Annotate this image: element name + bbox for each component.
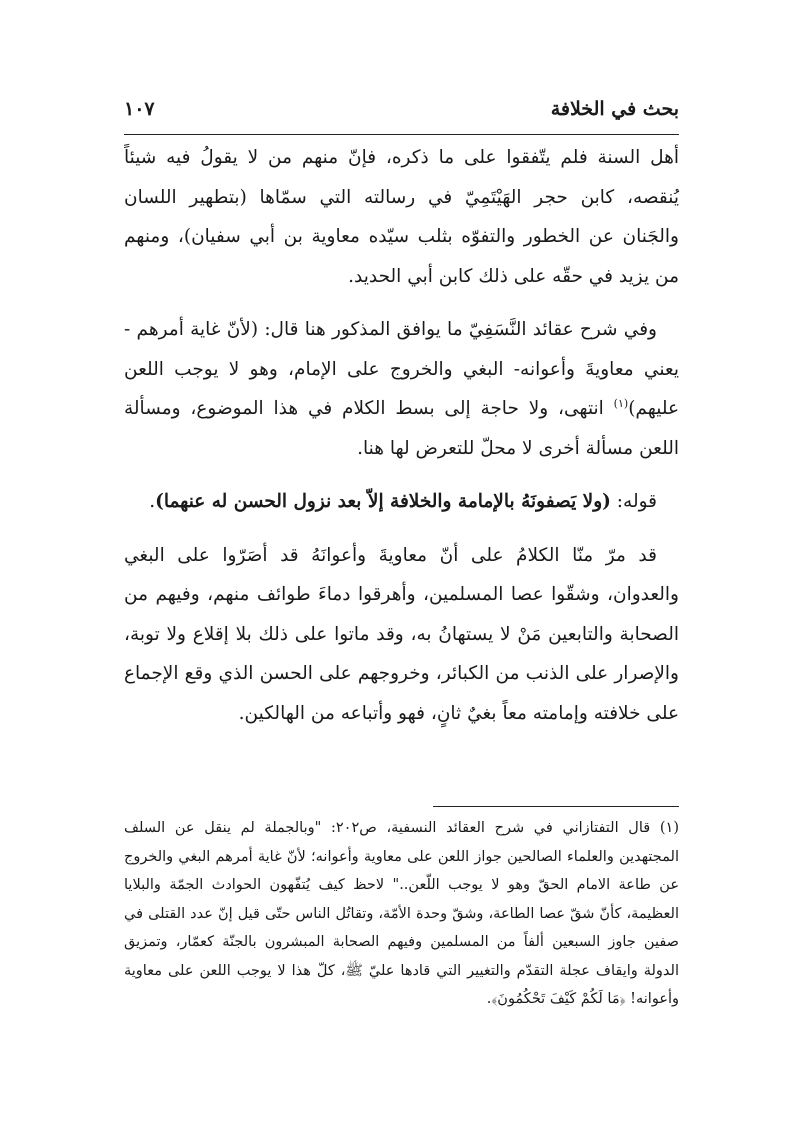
page-number: ١٠٧	[124, 98, 155, 120]
running-header	[124, 96, 679, 130]
body-text	[124, 138, 679, 747]
quote-intro: قوله:	[610, 491, 657, 512]
paragraph-4: قد مرّ منّا الكلامُ على أنّ معاويةَ وأعوانَهُ قد أصَرّوا على البغي والعدوان، وشقّوا عصا المسلمين، وأهرقوا دماءَ طوائف منهم، وفيهم من الصحابة والتابعين مَنْ لا يستهانُ به، وقد ماتوا على ذلك بلا إقلاع ولا توبة، والإصرار على الذنب من الكبائر، وخروجهم على الحسن الذي وقع الإجماع على خلافته وإمامته معاً بغيٌ ثانٍ، فهو وأتباعه من الهالكين.	[124, 544, 679, 724]
quote-suffix: .	[149, 491, 156, 512]
paragraph-3	[124, 482, 679, 522]
footnote-rule	[433, 806, 679, 807]
paragraph-2	[124, 310, 679, 468]
footnote-text: (١) قال التفتازاني في شرح العقائد النسفية، ص٢٠٢: "وبالجملة لم ينقل عن السلف المجتهدين والعلماء الصالحين جواز اللعن على معاوية وأعوانه؛ لأنّ غاية أمرهم البغي والخروج عن طاعة الامام الحقّ وهو لا يوجب اللّعن.." لاحظ كيف يُتفّهون الحوادث الجمّة والبلايا العظيمة، كأنّ شقّ عصا الطاعة، وشقّ وحدة الأمّة، وتقاتُل الناس حتّى قيل إنّ عدد القتلى في صفين جاوز السبعين ألفاً من المسلمين وفيهم الصحابة المبشرون بالجنّة كعمّار، وتمزيق الدولة وايقاف عجلة التقدّم والتغيير التي قادها عليّ ﷺ، كلّ هذا لا يوجب اللعن على معاوية وأعوانه! ﴿مَا لَكُمْ كَيْفَ تَحْكُمُونَ﴾.	[124, 820, 680, 1007]
paragraph-2-tail: انتهى، ولا حاجة إلى بسط الكلام في هذا الموضوع، ومسألة اللعن مسألة أخرى لا محلّ للتعرض لها هنا.	[124, 398, 679, 459]
paragraph-2-text: وفي شرح عقائد النَّسَفِيّ ما يوافق المذكور هنا قال: (لأنّ غاية أمرهم - يعني معاويةَ وأعوانه- البغي والخروج على الإمام، وهو لا يوجب اللعن عليهم)	[124, 319, 679, 419]
paragraph-1: أهل السنة فلم يتّفقوا على ما ذكره، فإنّ منهم من لا يقولُ فيه شيئاً يُنقصه، كابن حجر الهَيْتَمِيّ في رسالته التي سمّاها (بتطهير اللسان والجَنان عن الخطور والتفوّه بثلب سيّده معاوية بن أبي سفيان)، ومنهم من يزيد في حقّه على ذلك كابن أبي الحديد.	[124, 147, 679, 287]
footnote	[124, 814, 679, 1014]
quoted-statement: (ولا يَصفونَهُ بالإمامة والخلافة إلاّ بعد نزول الحسن له عنهما)	[155, 491, 611, 512]
running-header-title: بحث في الخلافة	[550, 98, 679, 120]
header-rule	[124, 134, 679, 135]
footnote-reference: (١)	[613, 396, 629, 410]
